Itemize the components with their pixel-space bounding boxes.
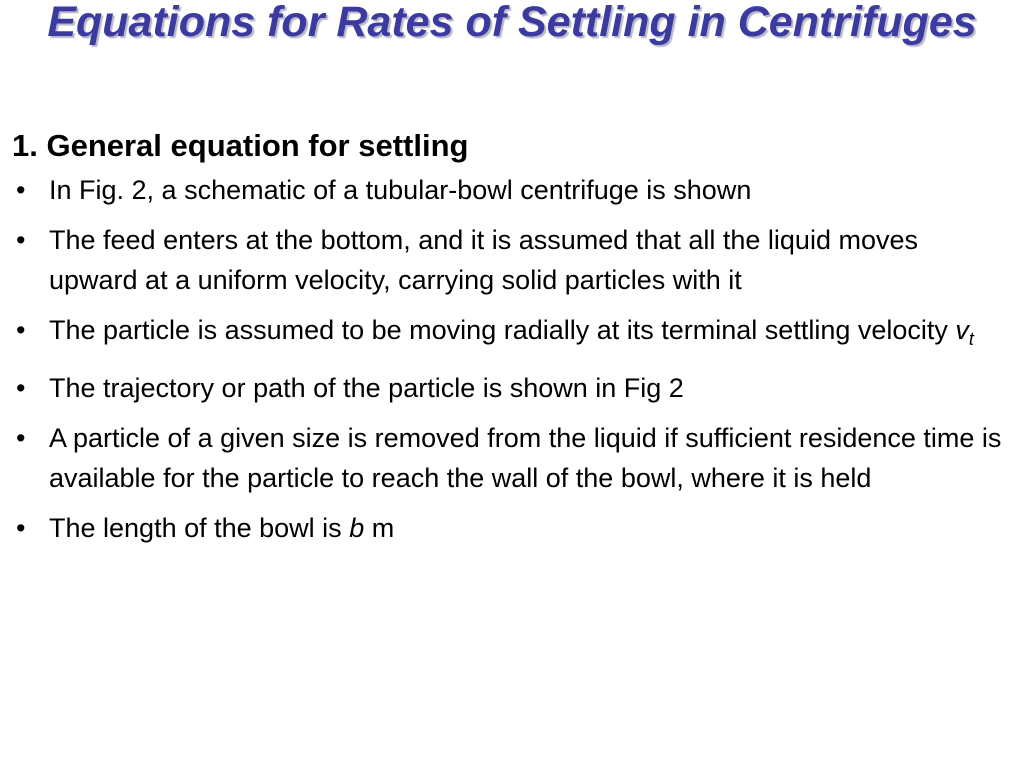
- bullet-icon: •: [16, 175, 26, 205]
- bullet-text: The particle is assumed to be moving radially at its terminal settling velocity: [49, 314, 956, 345]
- velocity-variable: v: [955, 314, 969, 345]
- bullet-icon: •: [16, 422, 26, 453]
- slide-title: Equations for Rates of Settling in Centrifuges: [47, 0, 977, 46]
- bullet-item: [12, 220, 1012, 301]
- bullet-item: [12, 368, 1012, 409]
- bullet-text: A particle of a given size is removed from the liquid if sufficient residence time is available for the particle to reach the wall of the bowl, where it is held: [49, 422, 1002, 493]
- bullet-icon: •: [16, 512, 26, 543]
- bullet-text: The trajectory or path of the particle is shown in Fig 2: [49, 373, 684, 403]
- bullet-icon: •: [16, 224, 26, 255]
- bullet-list: [12, 170, 1012, 548]
- section-heading: 1. General equation for settling: [12, 128, 469, 163]
- bullet-icon: •: [16, 373, 26, 403]
- bullet-icon: •: [16, 314, 26, 345]
- length-variable: b: [349, 512, 365, 543]
- unit-suffix: m: [364, 512, 395, 543]
- bullet-item: [12, 170, 1012, 211]
- bullet-item: [12, 508, 1012, 549]
- bullet-text: The length of the bowl is: [49, 512, 350, 543]
- bullet-text: In Fig. 2, a schematic of a tubular-bowl centrifuge is shown: [49, 175, 752, 205]
- bullet-item: [12, 418, 1012, 499]
- velocity-subscript: t: [968, 328, 974, 349]
- slide-content: [12, 126, 1012, 557]
- bullet-text: The feed enters at the bottom, and it is assumed that all the liquid moves upward at a uniform velocity, carrying solid particles with it: [49, 224, 918, 295]
- bullet-item: [12, 310, 1012, 360]
